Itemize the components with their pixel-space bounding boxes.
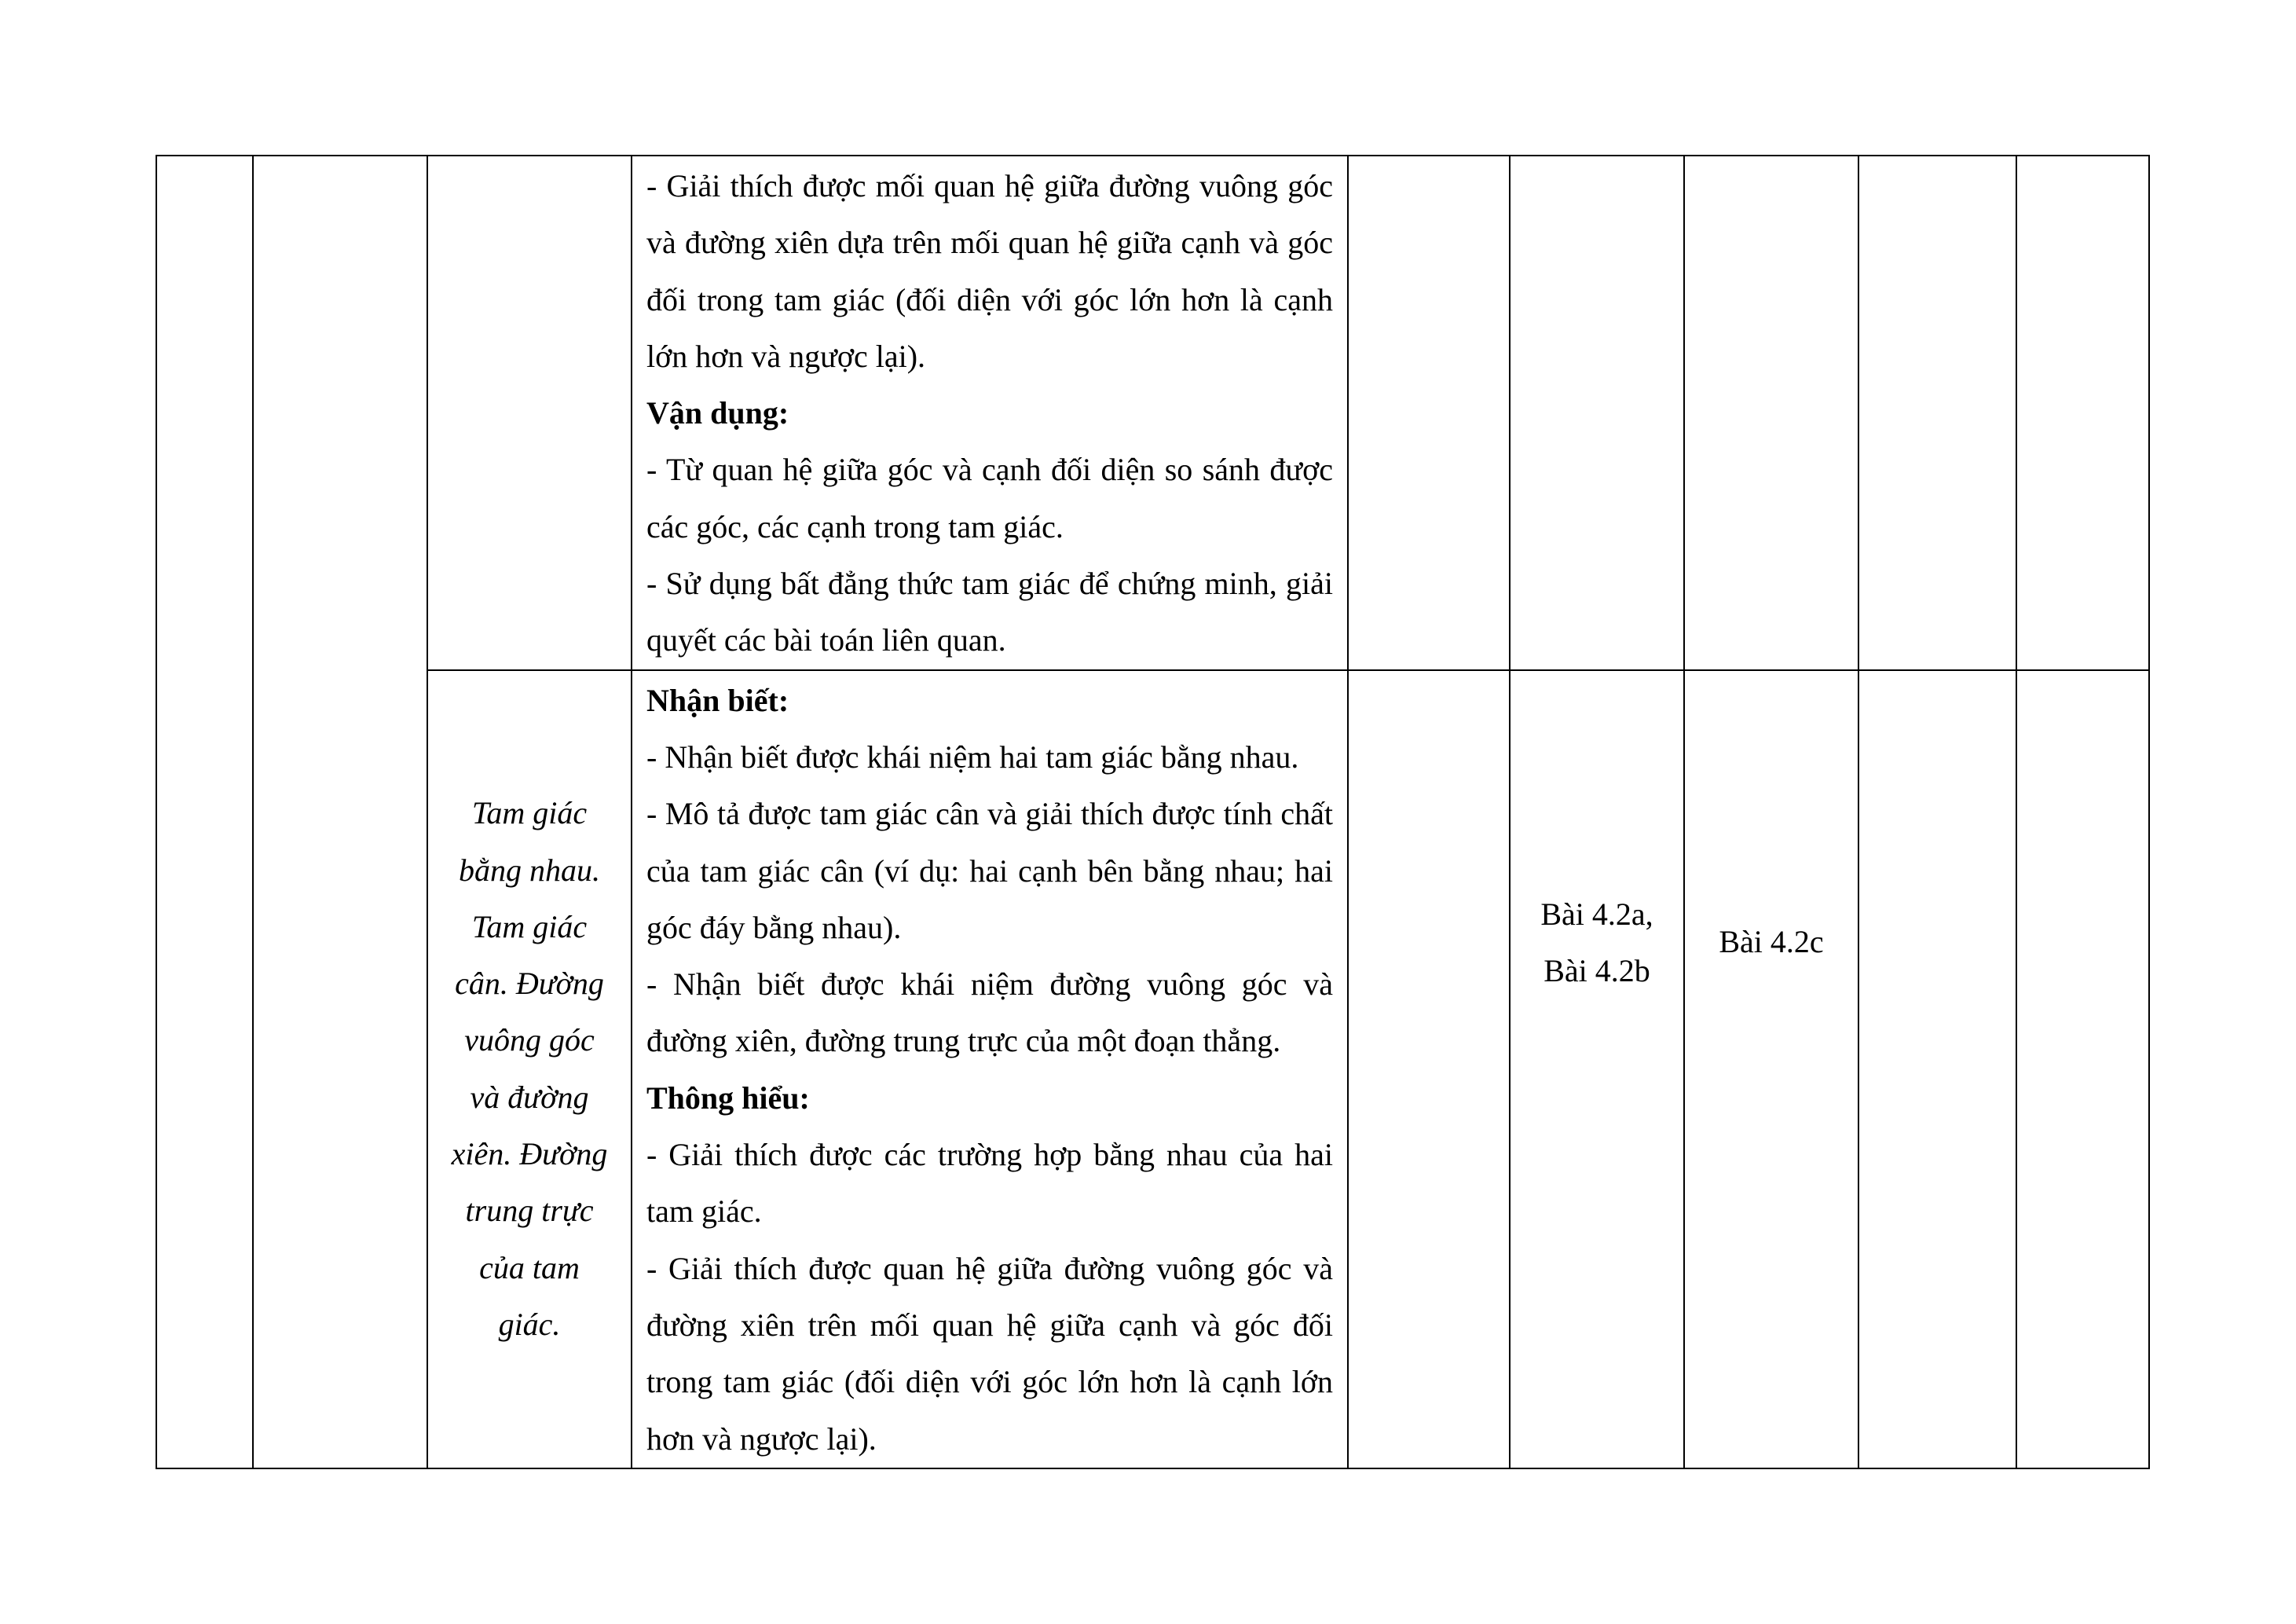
text-line: vuông góc	[464, 1022, 595, 1058]
spec-heading: Vận dụng:	[646, 395, 789, 431]
recognition-cell	[1348, 156, 1510, 670]
spec-heading: Thông hiểu:	[646, 1080, 810, 1116]
spec-item: - Giải thích được quan hệ giữa đường vuông góc và đường xiên trên mối quan hệ giữa cạnh và góc đối trong tam giác (đối diện với góc lớn hơn là cạnh lớn hơn và ngược lại).	[646, 1250, 1333, 1457]
text-line: giác.	[498, 1306, 561, 1342]
text-line: trung trực	[465, 1193, 594, 1229]
chapter-cell	[253, 156, 427, 1468]
application-questions	[1685, 914, 1858, 970]
spec-item: - Mô tả được tam giác cân và giải thích được tính chất của tam giác cân (ví dụ: hai cạnh bên bằng nhau; hai góc đáy bằng nhau).	[646, 796, 1333, 945]
high-application-cell	[1858, 156, 2016, 670]
table-row	[156, 156, 2149, 670]
text-line: Bài 4.2b	[1543, 952, 1650, 988]
spec-item: - Giải thích được các trường hợp bằng nhau của hai tam giác.	[646, 1137, 1333, 1230]
extra-cell	[2016, 670, 2149, 1468]
application-cell	[1684, 156, 1858, 670]
text-line: của tam	[479, 1249, 580, 1285]
text-line: Bài 4.2a,	[1540, 896, 1653, 932]
table-row	[156, 670, 2149, 1468]
topic-text	[428, 785, 631, 1353]
spec-item: - Nhận biết được khái niệm hai tam giác bằng nhau.	[646, 739, 1299, 775]
index-cell	[156, 156, 253, 1468]
topic-cell	[427, 670, 632, 1468]
application-cell	[1684, 670, 1858, 1468]
spec-item: - Nhận biết được khái niệm đường vuông góc và đường xiên, đường trung trực của một đoạn thẳng.	[646, 966, 1333, 1059]
spec-text-block	[632, 671, 1347, 1468]
text-line: bằng nhau.	[459, 852, 600, 888]
spec-cell	[632, 670, 1348, 1468]
spec-item: - Sử dụng bất đẳng thức tam giác để chứng minh, giải quyết các bài toán liên quan.	[646, 566, 1333, 658]
text-line: xiên. Đường	[451, 1136, 608, 1172]
comprehension-questions	[1511, 886, 1683, 1000]
spec-text-block	[632, 156, 1347, 669]
high-application-cell	[1858, 670, 2016, 1468]
topic-cell-empty	[427, 156, 632, 670]
text-line: cân. Đường	[455, 966, 604, 1002]
comprehension-cell	[1510, 156, 1684, 670]
spec-matrix-table	[156, 155, 2150, 1469]
text-line: Tam giác	[471, 908, 588, 944]
spec-cell	[632, 156, 1348, 670]
recognition-cell	[1348, 670, 1510, 1468]
extra-cell	[2016, 156, 2149, 670]
text-line: Bài 4.2c	[1719, 923, 1824, 959]
text-line: và đường	[470, 1079, 589, 1115]
text-line: Tam giác	[471, 795, 588, 831]
spec-item: - Từ quan hệ giữa góc và cạnh đối diện so sánh được các góc, các cạnh trong tam giác.	[646, 452, 1333, 544]
spec-heading: Nhận biết:	[646, 682, 789, 718]
spec-item: - Giải thích được mối quan hệ giữa đường vuông góc và đường xiên dựa trên mối quan hệ giữa cạnh và góc đối trong tam giác (đối diện với góc lớn hơn là cạnh lớn hơn và ngược lại).	[646, 168, 1333, 374]
comprehension-cell	[1510, 670, 1684, 1468]
